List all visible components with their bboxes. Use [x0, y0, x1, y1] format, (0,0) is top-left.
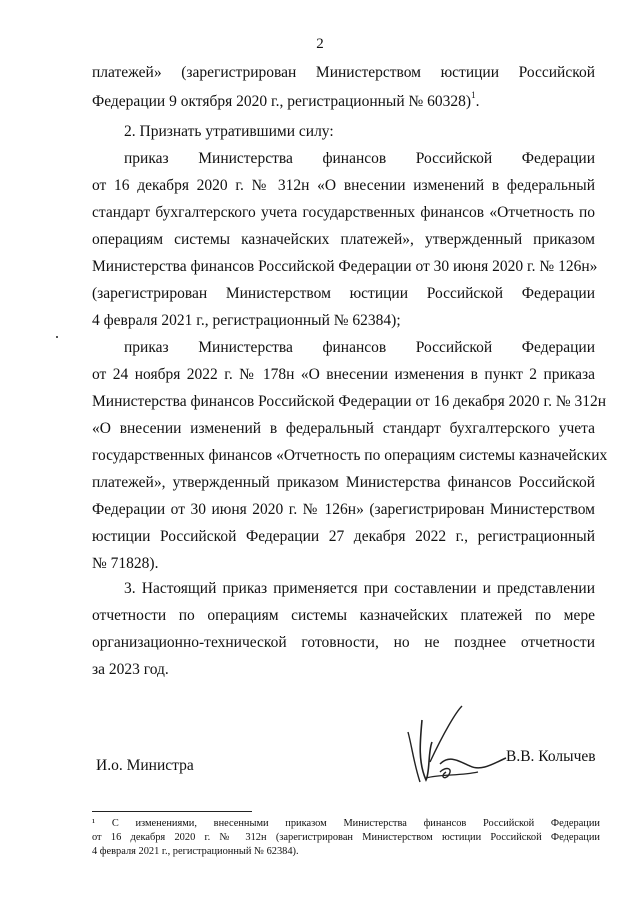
- scan-speck: [56, 336, 58, 338]
- line-tail: .: [475, 93, 480, 110]
- footnote-separator: [92, 811, 252, 812]
- footnote-ref: 1: [471, 90, 476, 100]
- line-text: Федерации 9 октября 2020 г., регистрационный № 60328): [92, 93, 472, 110]
- page-number: 2: [316, 36, 324, 52]
- text-line: [92, 90, 595, 111]
- text-line: Министерства финансов Российской Федерации от 16 декабря 2020 г. № 312н: [92, 393, 607, 410]
- text-line: № 71828).: [92, 555, 159, 572]
- text-line: 2. Признать утратившими силу:: [124, 123, 334, 140]
- text-line: приказ Министерства финансов Российской Федерации: [124, 339, 595, 356]
- text-line: Федерации от 30 июня 2020 г. № 126н» (зарегистрирован Министерством: [92, 501, 595, 518]
- text-line: 4 февраля 2021 г., регистрационный № 62384);: [92, 312, 401, 329]
- text-line: за 2023 год.: [92, 661, 169, 678]
- footnote-line: от 16 декабря 2020 г. № 312н (зарегистрирован Министерством юстиции Российской Федерации: [92, 832, 600, 843]
- text-line: отчетности по операциям системы казначейских платежей по мере: [92, 607, 595, 624]
- text-line: Министерства финансов Российской Федерации от 30 июня 2020 г. № 126н»: [92, 258, 598, 275]
- text-line: от 24 ноября 2022 г. № 178н «О внесении изменения в пункт 2 приказа: [92, 366, 595, 383]
- signatory-name: В.В. Колычев: [506, 748, 596, 765]
- footnote-line: 4 февраля 2021 г., регистрационный № 62384).: [92, 846, 299, 857]
- text-line: приказ Министерства финансов Российской Федерации: [124, 150, 595, 167]
- text-line: платежей», утвержденный приказом Министерства финансов Российской: [92, 474, 595, 491]
- text-line: 3. Настоящий приказ применяется при составлении и представлении: [124, 580, 595, 597]
- text-line: юстиции Российской Федерации 27 декабря 2022 г., регистрационный: [92, 528, 595, 545]
- text-line: операциям системы казначейских платежей», утвержденный приказом: [92, 231, 595, 248]
- text-line: государственных финансов «Отчетность по операциям системы казначейских: [92, 447, 608, 464]
- footnote-line: ¹ С изменениями, внесенными приказом Министерства финансов Российской Федерации: [92, 818, 600, 829]
- text-line: «О внесении изменений в федеральный стандарт бухгалтерского учета: [92, 420, 595, 437]
- text-line: от 16 декабря 2020 г. № 312н «О внесении изменений в федеральный: [92, 177, 595, 194]
- text-line: стандарт бухгалтерского учета государственных финансов «Отчетность по: [92, 204, 595, 221]
- text-line: платежей» (зарегистрирован Министерством юстиции Российской: [92, 64, 595, 81]
- text-line: организационно-технической готовности, но не позднее отчетности: [92, 634, 595, 651]
- text-line: (зарегистрирован Министерством юстиции Российской Федерации: [92, 285, 595, 302]
- signatory-title: И.о. Министра: [96, 757, 194, 774]
- handwritten-signature: [400, 702, 510, 792]
